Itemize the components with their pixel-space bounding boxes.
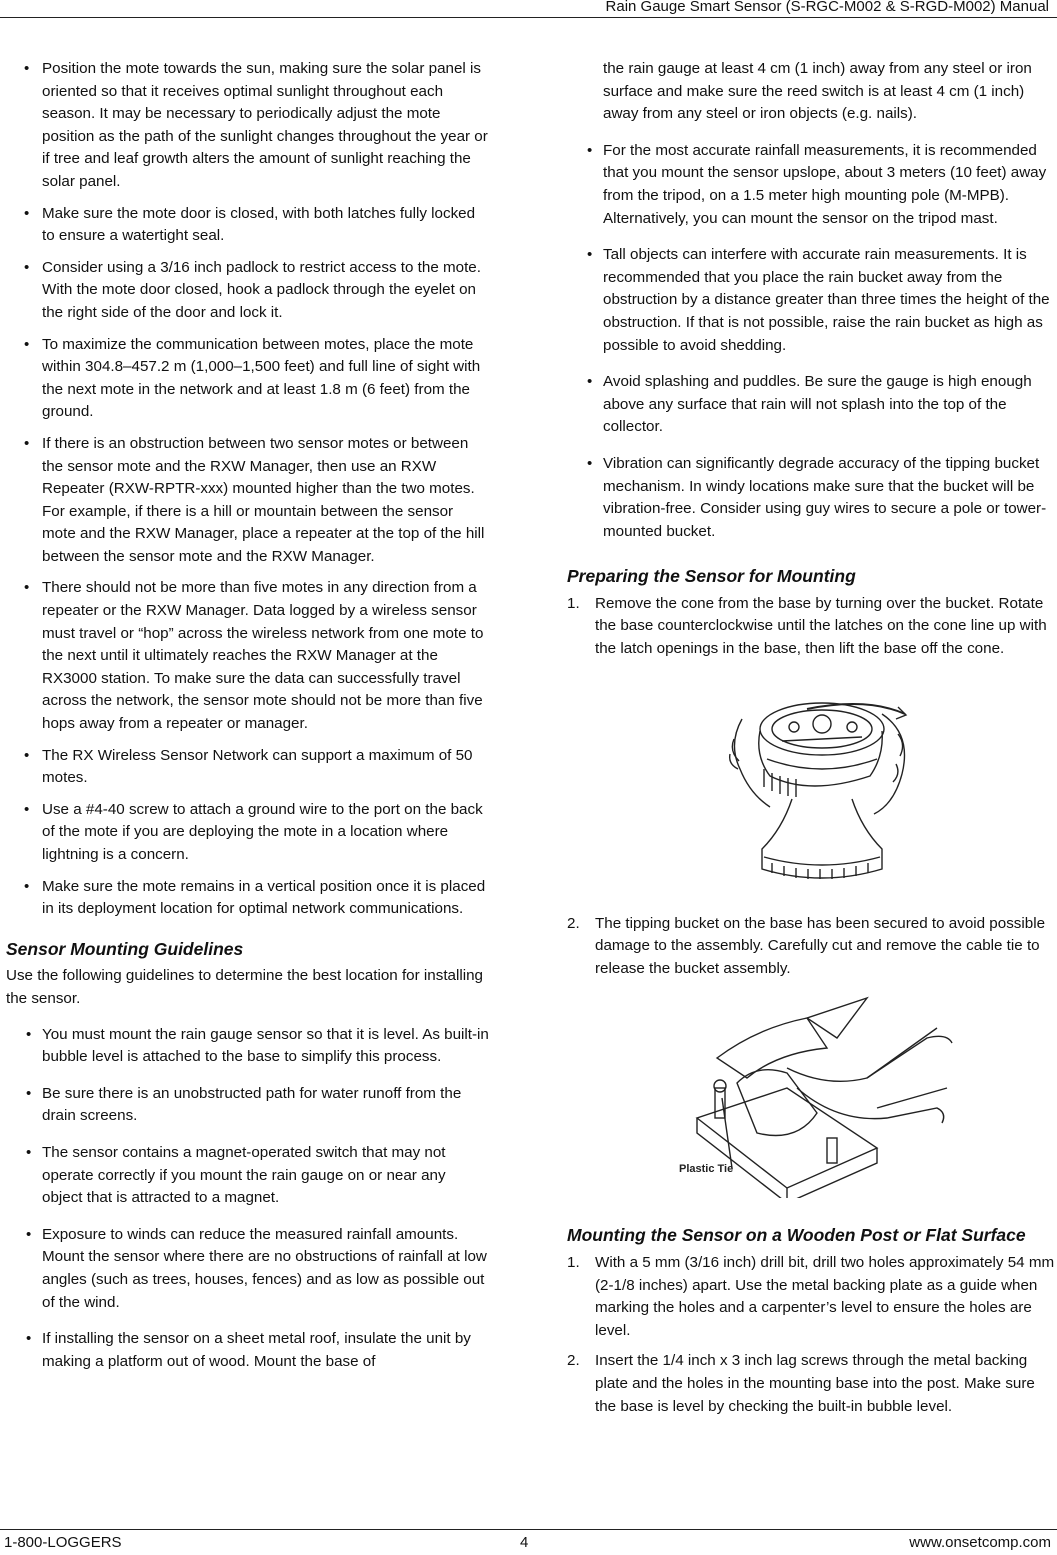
step-item <box>567 1252 1057 1342</box>
footer-page-number: 4 <box>520 1534 529 1551</box>
list-item: • There should not be more than five motes in any direction from a repeater or the RXW Manager. Data logged by a wireless sensor must travel or “hop” across the wireless network from one mote to the next until it ultimately reaches the RXW Manager at the RX3000 station. To make sure the data can successfully travel across the network, the sensor mote should not be more than five hops away from a repeater or manager. <box>6 577 490 735</box>
figure-cut-cable-tie <box>667 988 957 1198</box>
list-item: • Avoid splashing and puddles. Be sure the gauge is high enough above any surface that rain will not splash into the top of the collector. <box>567 371 1057 439</box>
preparing-steps-continued <box>567 913 1057 981</box>
step-text: The tipping bucket on the base has been secured to avoid possible damage to the assembly. Carefully cut and remove the cable tie to release the bucket assembly. <box>595 914 1046 977</box>
step-number: 1. <box>567 594 580 612</box>
list-item: • To maximize the communication between motes, place the mote within 304.8–457.2 m (1,000–1,500 feet) and full line of sight with the next mote in the network and at least 1.8 m (6 feet) from the ground. <box>6 334 490 424</box>
figure-remove-cone <box>712 679 912 889</box>
list-item: • The sensor contains a magnet-operated switch that may not operate correctly if you mount the rain gauge on or near any object that is attracted to a magnet. <box>6 1142 490 1210</box>
tipping-bucket-illustration <box>667 988 957 1198</box>
step-text: Insert the 1/4 inch x 3 inch lag screws through the metal backing plate and the holes in the mounting base into the post. Make sure the base is level by checking the built-in bubble level. <box>595 1352 1035 1415</box>
section-title-preparing: Preparing the Sensor for Mounting <box>567 566 856 587</box>
manual-title: Rain Gauge Smart Sensor (S-RGC-M002 & S-RGD-M002) Manual <box>605 0 1049 15</box>
step-item <box>567 913 1057 981</box>
section-intro: Use the following guidelines to determine the best location for installing the sensor. <box>6 967 483 1007</box>
footer-phone: 1-800-LOGGERS <box>4 1534 122 1551</box>
list-item: • If installing the sensor on a sheet metal roof, insulate the unit by making a platform out of wood. Mount the base of <box>6 1328 490 1373</box>
page-footer <box>0 1529 1057 1553</box>
left-column <box>6 58 490 1387</box>
figure-label-plastic-tie: Plastic Tie <box>679 1163 734 1176</box>
mote-placement-list <box>6 58 490 921</box>
page-header <box>0 0 1057 18</box>
list-item: • If there is an obstruction between two sensor motes or between the sensor mote and the RXW Manager, then use an RXW Repeater (RXW-RPTR-xxx) mounted higher than the two motes. For example, if there is a hill or mountain between the sensor mote and the RXW Manager, place a repeater at the top of the hill between the sensor mote and the RXW Manager. <box>6 433 490 569</box>
list-item: • You must mount the rain gauge sensor so that it is level. As built-in bubble level is attached to the base to simplify this process. <box>6 1024 490 1069</box>
list-item: • Vibration can significantly degrade accuracy of the tipping bucket mechanism. In windy locations make sure that the bucket will be vibration-free. Consider using guy wires to secure a pole or tower-mounted bucket. <box>567 453 1057 543</box>
rain-gauge-cone-illustration <box>712 679 912 889</box>
continued-text: the rain gauge at least 4 cm (1 inch) away from any steel or iron surface and make sure the reed switch is at least 4 cm (1 inch) away from any steel or iron objects (e.g. nails). <box>603 60 1032 123</box>
step-number: 2. <box>567 1352 580 1370</box>
list-item: • Be sure there is an unobstructed path for water runoff from the drain screens. <box>6 1083 490 1128</box>
step-item <box>567 1350 1057 1418</box>
list-item: • Consider using a 3/16 inch padlock to restrict access to the mote. With the mote door closed, hook a padlock through the eyelet on the right side of the door and lock it. <box>6 257 490 325</box>
list-item: • For the most accurate rainfall measurements, it is recommended that you mount the sensor upslope, about 3 meters (10 feet) away from the tripod, on a 1.5 meter high mounting pole (M-MPB). Alternatively, you can mount the sensor on the tripod mast. <box>567 140 1057 230</box>
mounting-guidelines-list-continued <box>567 140 1057 544</box>
list-item: • Use a #4-40 screw to attach a ground wire to the port on the back of the mote if you are deploying the mote in a location where lightning is a concern. <box>6 799 490 867</box>
preparing-steps <box>567 593 1057 661</box>
section-title-mounting-guidelines: Sensor Mounting Guidelines <box>6 938 244 959</box>
step-item <box>567 593 1057 661</box>
step-text: With a 5 mm (3/16 inch) drill bit, drill two holes approximately 54 mm (2-1/8 inches) apart. Use the metal backing plate as a guide when marking the holes and a carpenter’s level to ensure the holes are level. <box>595 1254 1055 1339</box>
footer-website[interactable]: www.onsetcomp.com <box>909 1534 1051 1551</box>
list-item: • Exposure to winds can reduce the measured rainfall amounts. Mount the sensor where there are no obstructions of rainfall at low angles (such as trees, houses, fences) and as low as possible out of the wind. <box>6 1224 490 1314</box>
step-number: 2. <box>567 914 580 932</box>
wooden-post-steps <box>567 1252 1057 1418</box>
step-number: 1. <box>567 1254 580 1272</box>
list-item: • Tall objects can interfere with accurate rain measurements. It is recommended that you place the rain bucket away from the obstruction by a distance greater than three times the height of the obstruction. If that is not possible, raise the rain bucket as high as possible to avoid shedding. <box>567 244 1057 357</box>
list-item: • Make sure the mote remains in a vertical position once it is placed in its deployment location for optimal network communications. <box>6 876 490 921</box>
right-column <box>567 58 1057 1426</box>
step-text: Remove the cone from the base by turning over the bucket. Rotate the base counterclockwise until the latches on the cone line up with the latch openings in the base, then lift the base off the cone. <box>595 594 1047 658</box>
list-item: • Make sure the mote door is closed, with both latches fully locked to ensure a watertight seal. <box>6 203 490 248</box>
list-item: • Position the mote towards the sun, making sure the solar panel is oriented so that it receives optimal sunlight throughout each season. It may be necessary to periodically adjust the mote position as the path of the sunlight changes throughout the year or if tree and leaf growth alters the amount of sunlight reaching the solar panel. <box>6 58 490 194</box>
mounting-guidelines-list <box>6 1024 490 1374</box>
section-title-wooden-post: Mounting the Sensor on a Wooden Post or Flat Surface <box>567 1225 1026 1246</box>
list-item: • The RX Wireless Sensor Network can support a maximum of 50 motes. <box>6 745 490 790</box>
